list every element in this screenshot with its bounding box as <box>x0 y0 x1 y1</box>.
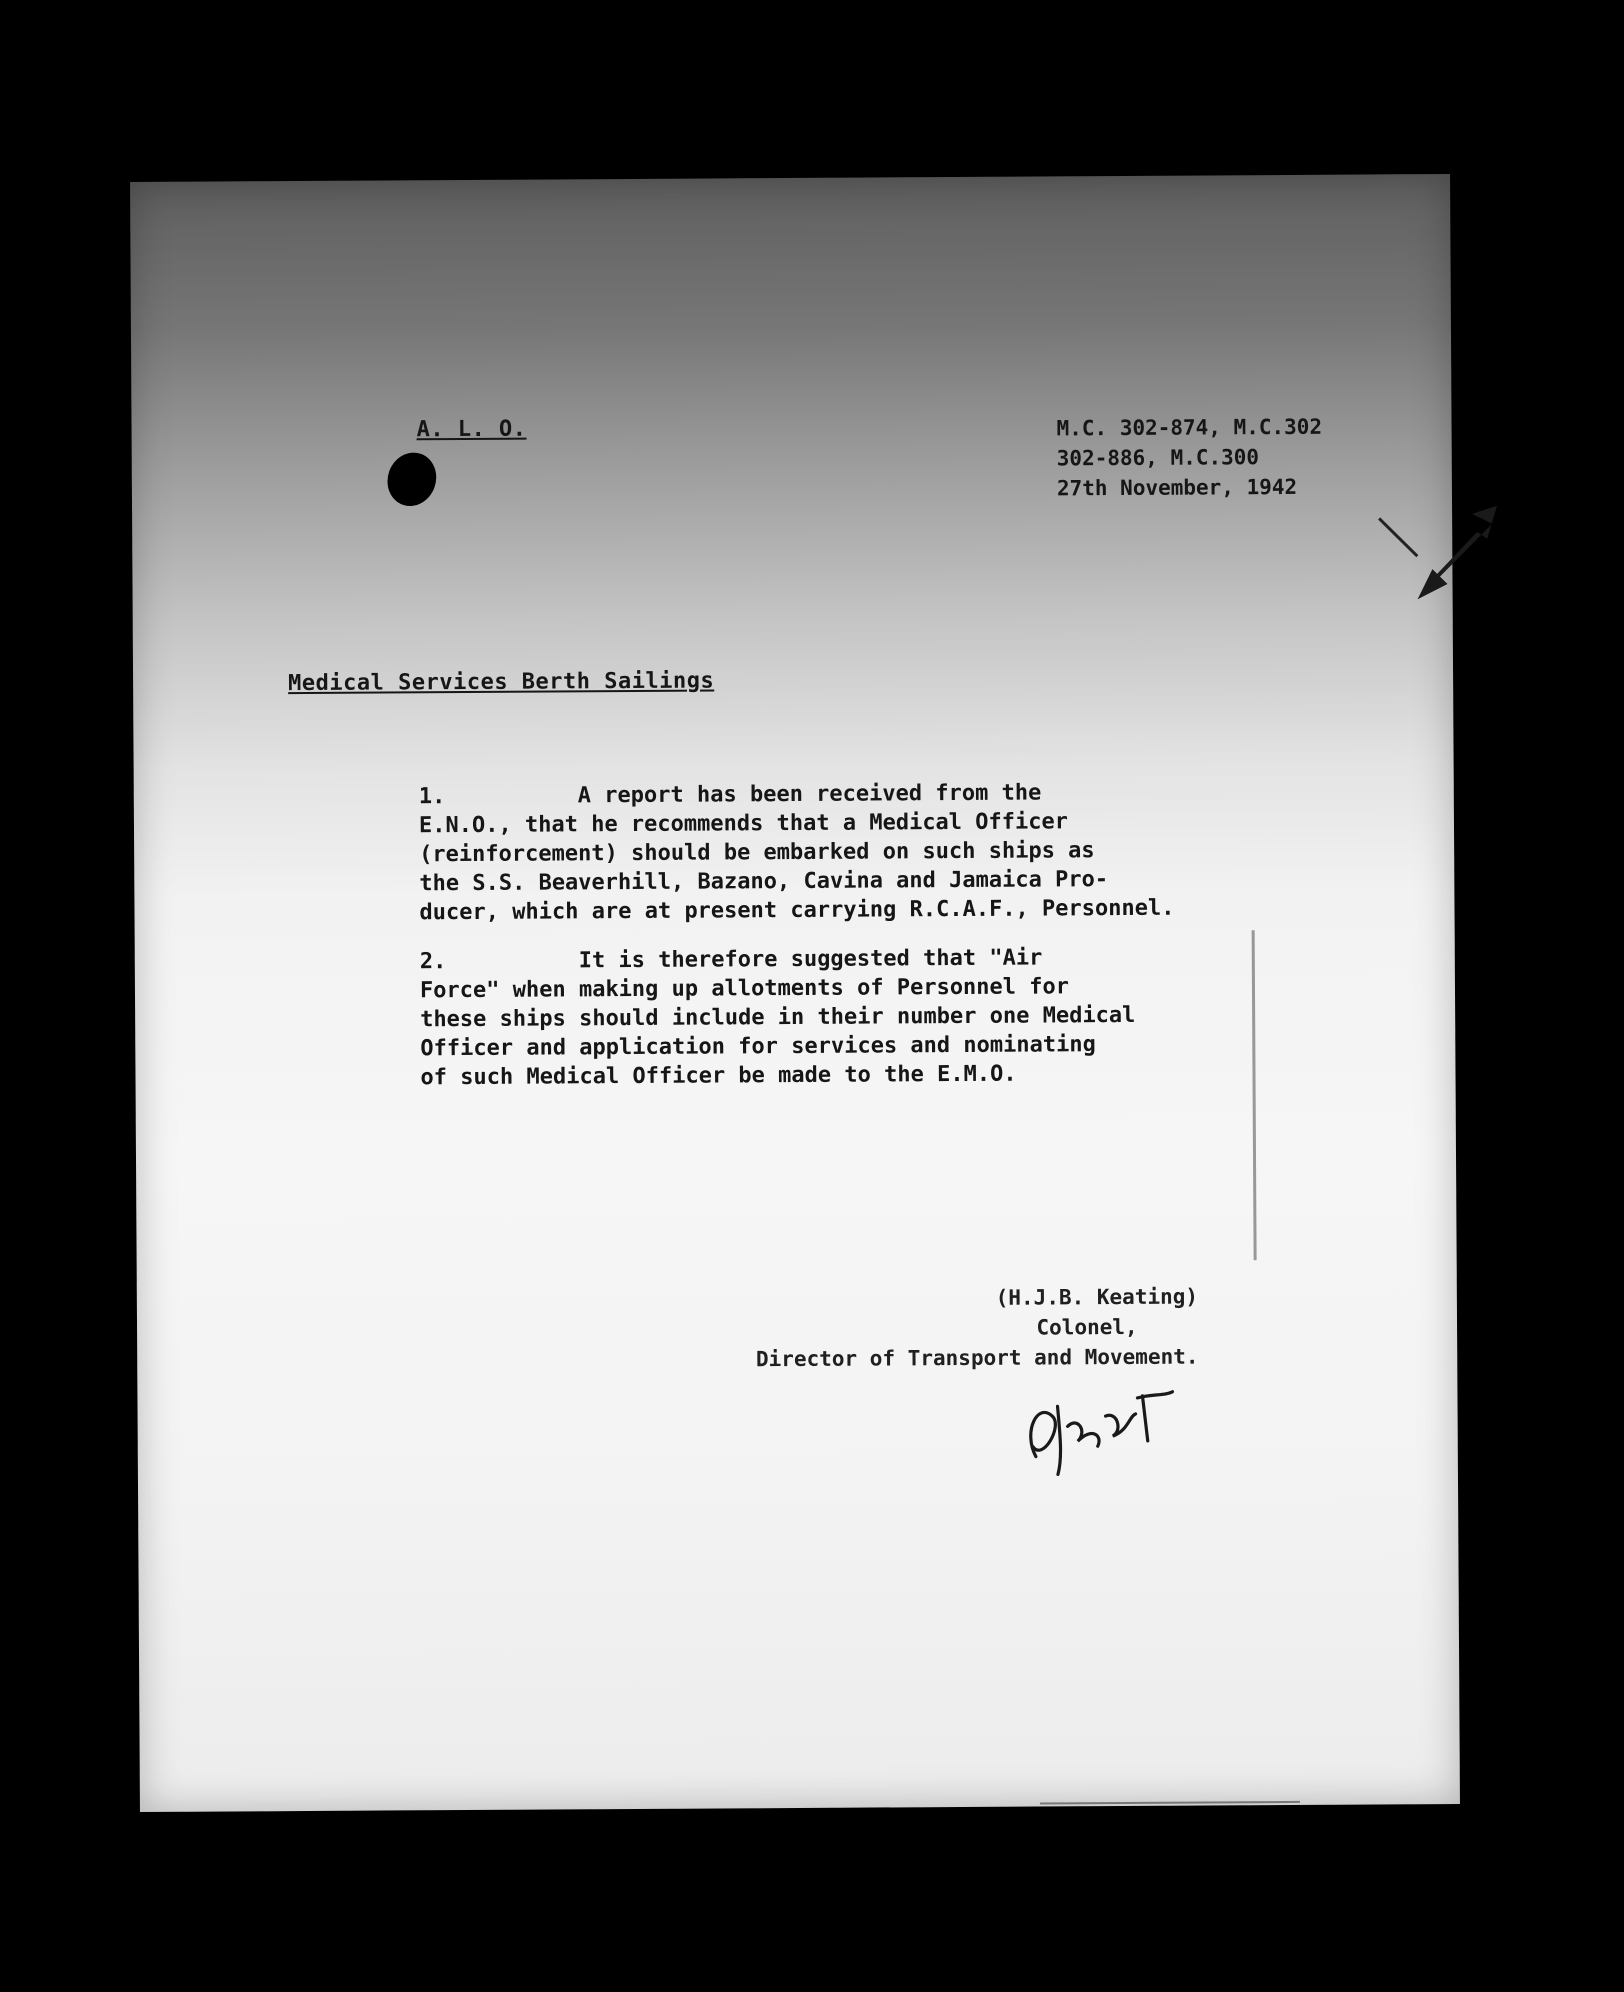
addressee: A. L. O. <box>416 416 527 443</box>
reference-block <box>1056 412 1322 504</box>
handwritten-signature <box>1017 1385 1218 1476</box>
arrow-mark-icon <box>1377 504 1508 615</box>
signature-block <box>657 1281 1298 1375</box>
reference-line-1: M.C. 302-874, M.C.302 <box>1056 414 1323 441</box>
paragraph-line: (reinforcement) should be embarked on such ships as <box>419 838 1095 868</box>
paragraph-line: Force" when making up allotments of Personnel for <box>419 974 1070 1004</box>
paragraph-line: 2. It is therefore suggested that "Air <box>419 945 1043 975</box>
faint-rule <box>1040 1801 1300 1805</box>
paragraph-line: these ships should include in their number one Medical <box>420 1002 1136 1033</box>
signatory-rank: Colonel, <box>1036 1314 1138 1340</box>
paragraph-line: E.N.O., that he recommends that a Medical Officer <box>418 809 1069 839</box>
paragraph-1 <box>419 776 1380 927</box>
subject-heading: Medical Services Berth Sailings <box>288 668 715 697</box>
paragraph-line: Officer and application for services and nominating <box>420 1032 1096 1062</box>
punch-hole <box>380 446 443 513</box>
signatory-name: (H.J.B. Keating) <box>995 1284 1199 1310</box>
paragraph-line: ducer, which are at present carrying R.C.A.F., Personnel. <box>419 895 1175 926</box>
document-page <box>130 174 1460 1812</box>
paragraph-line: of such Medical Officer be made to the E.M.O. <box>420 1061 1017 1091</box>
signatory-title: Director of Transport and Movement. <box>755 1344 1199 1372</box>
paragraph-line: 1. A report has been received from the <box>418 780 1042 810</box>
paragraph-line: the S.S. Beaverhill, Bazano, Cavina and Jamaica Pro- <box>419 867 1109 897</box>
paragraph-2 <box>420 941 1381 1092</box>
reference-date: 27th November, 1942 <box>1056 474 1298 501</box>
reference-line-2: 302-886, M.C.300 <box>1056 445 1260 471</box>
